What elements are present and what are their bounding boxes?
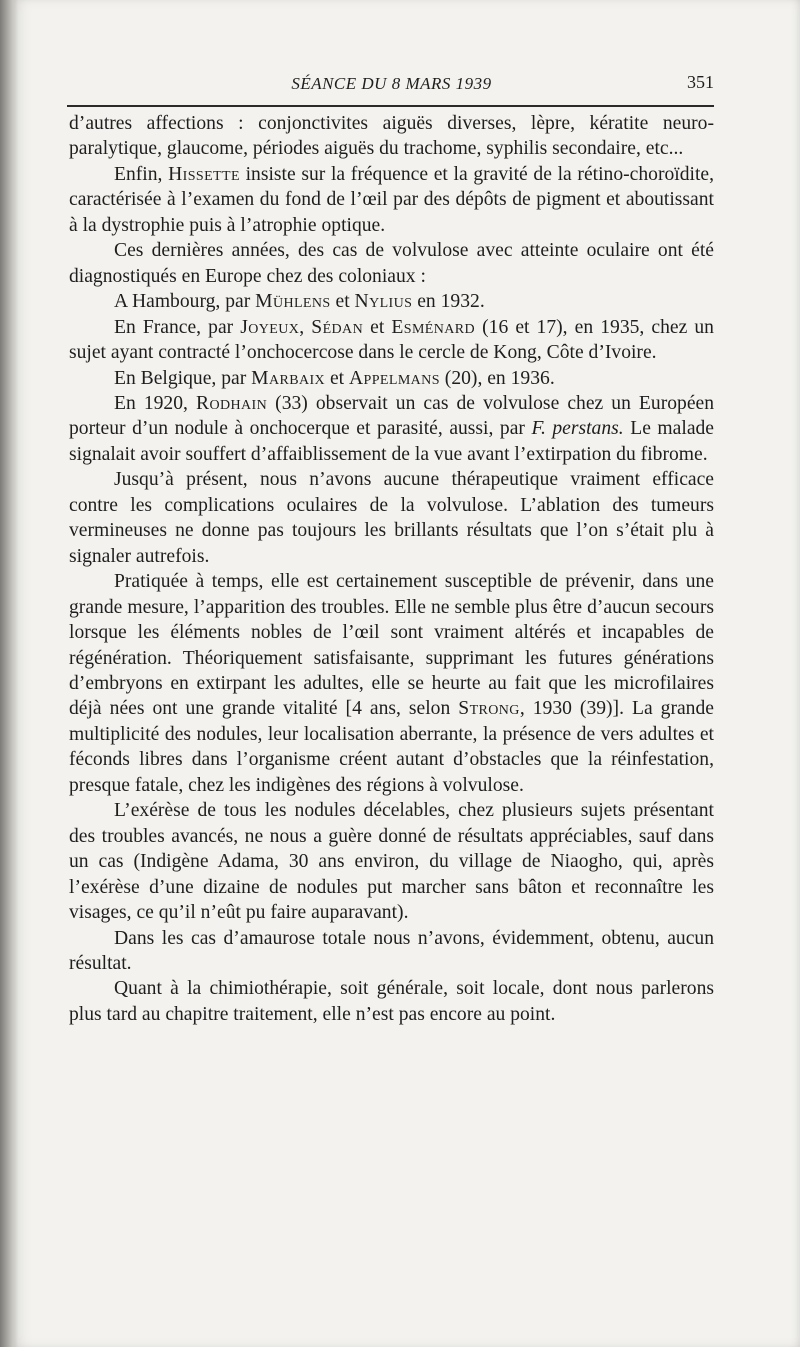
running-title: SÉANCE DU 8 MARS 1939 — [291, 74, 492, 93]
author-name: Rodhain — [196, 392, 268, 414]
paragraph-12: Quant à la chimiothérapie, soit générale, soit locale, dont nous parlerons plus tard au chapitre traitement, elle n’est pas encore au point. — [69, 978, 714, 1025]
paragraph-4: A Hambourg, par Mühlens et Nylius en 1932. — [114, 291, 485, 313]
author-name: Sédan — [311, 316, 364, 338]
body-text — [69, 111, 714, 1027]
species-name: F. perstans. — [531, 418, 624, 440]
author-name: Marbaix — [251, 367, 326, 389]
author-name: Appelmans — [349, 367, 440, 389]
author-name: Mühlens — [255, 291, 331, 313]
page-number: 351 — [687, 72, 714, 92]
paragraph-8: Jusqu’à présent, nous n’avons aucune thérapeutique vraiment efficace contre les complications oculaires de la volvulose. L’ablation des tumeurs vermineuses ne donne pas toujours les brillants résultats que l’on s’était plu à signaler autrefois. — [69, 469, 714, 567]
paragraph-6: En Belgique, par Marbaix et Appelmans (20), en 1936. — [114, 367, 555, 389]
paragraph-2: Enfin, Hissette insiste sur la fréquence et la gravité de la rétino-choroïdite, caractérisée à l’examen du fond de l’œil par des dépôts de pigment et aboutissant à la dystrophie puis à l’atrophie optique. — [69, 163, 714, 236]
paragraph-3: Ces dernières années, des cas de volvulose avec atteinte oculaire ont été diagnostiqués en Europe chez des coloniaux : — [69, 240, 714, 287]
paragraph-7: En 1920, Rodhain (33) observait un cas de volvulose chez un Européen porteur d’un nodule à onchocerque et parasité, aussi, par F. perstans. Le malade signalait avoir souffert d’affaiblissement de la vue avant l’extirpation du fibrome. — [69, 392, 715, 465]
author-name: Strong — [458, 698, 520, 720]
paragraph-1: d’autres affections : conjonctivites aiguës diverses, lèpre, kératite neuro-paralytique, glaucome, périodes aiguës du trachome, syphilis secondaire, etc... — [69, 113, 714, 160]
running-head — [69, 70, 714, 100]
paragraph-9: Pratiquée à temps, elle est certainement susceptible de prévenir, dans une grande mesure, l’apparition des troubles. Elle ne semble plus être d’aucun secours lorsque les éléments nobles de l’œil sont vraiment altérés et incapables de régénération. Théoriquement satisfaisante, supprimant les futures générations d’embryons en extirpant les adultes, elle se heurte au fait que les microfilaires déjà nées ont une grande vitalité [4 ans, selon Strong, 1930 (39)]. La grande multiplicité des nodules, leur localisation aberrante, la présence de vers adultes et féconds libres dans l’organisme créent autant d’obstacles que la réinfestation, presque fatale, chez les indigènes des régions à volvulose. — [69, 571, 714, 796]
paragraph-5: En France, par Joyeux, Sédan et Esménard (16 et 17), en 1935, chez un sujet ayant contracté l’onchocercose dans le cercle de Kong, Côte d’Ivoire. — [69, 316, 714, 364]
header-rule — [67, 105, 714, 107]
author-name: Joyeux — [240, 316, 300, 338]
paragraph-10: L’exérèse de tous les nodules décelables, chez plusieurs sujets présentant des troubles avancés, ne nous a guère donné de résultats appréciables, sauf dans un cas (Indigène Adama, 30 ans environ, du village de Niaogho, qui, après l’exérèse d’une dizaine de nodules put marcher sans bâton et reconnaître les visages, ce qu’il n’eût pu faire auparavant). — [69, 800, 714, 924]
binding-shadow — [0, 0, 18, 1347]
paragraph-11: Dans les cas d’amaurose totale nous n’avons, évidemment, obtenu, aucun résultat. — [69, 927, 714, 974]
author-name: Nylius — [354, 291, 413, 313]
author-name: Esménard — [391, 316, 476, 338]
author-name: Hissette — [168, 163, 240, 185]
